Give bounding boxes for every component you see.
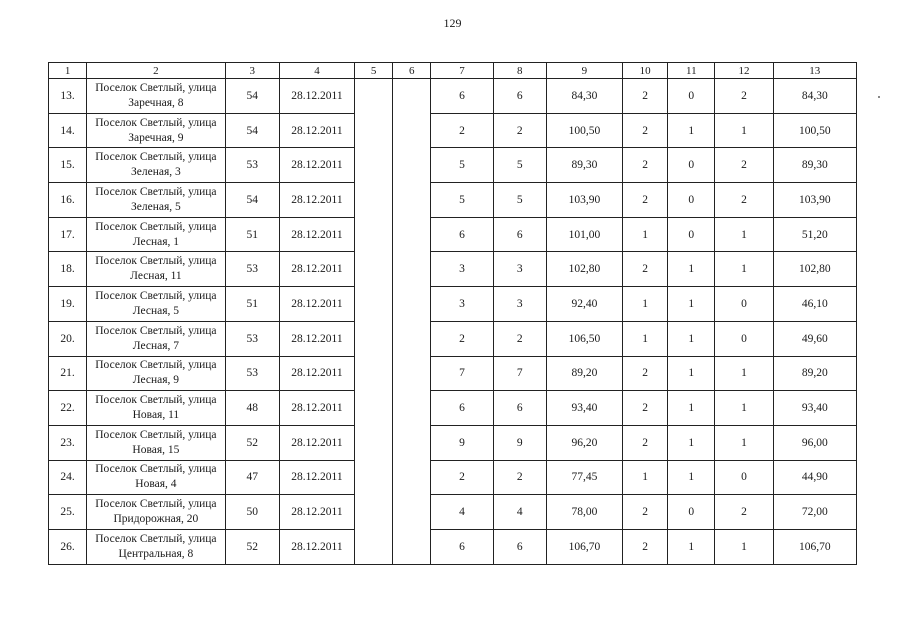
col13-cell: 46,10 (773, 287, 856, 322)
col10-cell: 1 (623, 321, 668, 356)
empty-col6-cell (393, 183, 431, 218)
col7-cell: 4 (431, 495, 493, 530)
column-header: 12 (715, 63, 773, 79)
address-line-1: Поселок Светлый, улица (95, 498, 217, 511)
address-cell (87, 529, 226, 564)
table-row (49, 252, 857, 287)
column-header: 8 (493, 63, 546, 79)
empty-col5-cell (355, 252, 393, 287)
date-cell: 28.12.2011 (279, 321, 354, 356)
col10-cell: 2 (623, 495, 668, 530)
col11-cell: 1 (668, 460, 715, 495)
table-row (49, 217, 857, 252)
column-header: 3 (225, 63, 279, 79)
col7-cell: 6 (431, 529, 493, 564)
col8-cell: 6 (493, 217, 546, 252)
col11-cell: 0 (668, 79, 715, 114)
housing-table (48, 62, 857, 565)
col13-cell: 51,20 (773, 217, 856, 252)
address-cell (87, 425, 226, 460)
col9-cell: 96,20 (546, 425, 622, 460)
empty-col5-cell (355, 148, 393, 183)
row-number-cell: 25. (49, 495, 87, 530)
table-body (49, 79, 857, 565)
empty-col5-cell (355, 79, 393, 114)
col13-cell: 102,80 (773, 252, 856, 287)
col13-cell: 106,70 (773, 529, 856, 564)
address-cell (87, 79, 226, 114)
col11-cell: 1 (668, 391, 715, 426)
col13-cell: 89,20 (773, 356, 856, 391)
col9-cell: 106,70 (546, 529, 622, 564)
empty-col6-cell (393, 495, 431, 530)
empty-col6-cell (393, 287, 431, 322)
address-line-2: Лесная, 1 (132, 235, 180, 248)
col8-cell: 5 (493, 183, 546, 218)
col7-cell: 2 (431, 113, 493, 148)
empty-col6-cell (393, 391, 431, 426)
empty-col5-cell (355, 217, 393, 252)
column-header: 7 (431, 63, 493, 79)
date-cell: 28.12.2011 (279, 529, 354, 564)
row-number-cell: 24. (49, 460, 87, 495)
col8-cell: 6 (493, 391, 546, 426)
empty-col6-cell (393, 321, 431, 356)
date-cell: 28.12.2011 (279, 217, 354, 252)
col8-cell: 6 (493, 529, 546, 564)
scan-speck (878, 96, 880, 98)
col13-cell: 72,00 (773, 495, 856, 530)
col13-cell: 100,50 (773, 113, 856, 148)
date-cell: 28.12.2011 (279, 495, 354, 530)
col9-cell: 100,50 (546, 113, 622, 148)
table-row (49, 425, 857, 460)
empty-col6-cell (393, 425, 431, 460)
table-row (49, 79, 857, 114)
row-number-cell: 17. (49, 217, 87, 252)
col11-cell: 0 (668, 217, 715, 252)
empty-col5-cell (355, 529, 393, 564)
col13-cell: 93,40 (773, 391, 856, 426)
date-cell: 28.12.2011 (279, 391, 354, 426)
col7-cell: 3 (431, 287, 493, 322)
col3-cell: 53 (225, 356, 279, 391)
col9-cell: 84,30 (546, 79, 622, 114)
col9-cell: 103,90 (546, 183, 622, 218)
col10-cell: 2 (623, 391, 668, 426)
col13-cell: 89,30 (773, 148, 856, 183)
table-row (49, 460, 857, 495)
col12-cell: 0 (715, 287, 773, 322)
col11-cell: 1 (668, 529, 715, 564)
col12-cell: 1 (715, 391, 773, 426)
date-cell: 28.12.2011 (279, 287, 354, 322)
table-row (49, 495, 857, 530)
col7-cell: 5 (431, 148, 493, 183)
column-header: 5 (355, 63, 393, 79)
address-line-2: Новая, 4 (135, 478, 177, 491)
column-header: 13 (773, 63, 856, 79)
col13-cell: 49,60 (773, 321, 856, 356)
address-line-1: Поселок Светлый, улица (95, 532, 217, 545)
col10-cell: 2 (623, 529, 668, 564)
col12-cell: 2 (715, 183, 773, 218)
col10-cell: 2 (623, 252, 668, 287)
col13-cell: 44,90 (773, 460, 856, 495)
col13-cell: 103,90 (773, 183, 856, 218)
row-number-cell: 21. (49, 356, 87, 391)
col12-cell: 0 (715, 321, 773, 356)
row-number-cell: 20. (49, 321, 87, 356)
col9-cell: 78,00 (546, 495, 622, 530)
col12-cell: 1 (715, 113, 773, 148)
col7-cell: 6 (431, 391, 493, 426)
col10-cell: 2 (623, 356, 668, 391)
col7-cell: 3 (431, 252, 493, 287)
col7-cell: 2 (431, 321, 493, 356)
table-row (49, 391, 857, 426)
row-number-cell: 13. (49, 79, 87, 114)
address-line-1: Поселок Светлый, улица (95, 463, 217, 476)
address-line-1: Поселок Светлый, улица (95, 220, 217, 233)
empty-col5-cell (355, 460, 393, 495)
col8-cell: 3 (493, 287, 546, 322)
col3-cell: 53 (225, 252, 279, 287)
page-number: 129 (443, 16, 462, 30)
address-cell (87, 183, 226, 218)
address-line-2: Лесная, 7 (132, 339, 180, 352)
address-line-1: Поселок Светлый, улица (95, 394, 217, 407)
row-number-cell: 19. (49, 287, 87, 322)
col11-cell: 0 (668, 183, 715, 218)
col8-cell: 2 (493, 113, 546, 148)
col8-cell: 6 (493, 79, 546, 114)
col3-cell: 54 (225, 183, 279, 218)
address-line-1: Поселок Светлый, улица (95, 255, 217, 268)
table-row (49, 529, 857, 564)
col12-cell: 1 (715, 529, 773, 564)
col12-cell: 0 (715, 460, 773, 495)
address-cell (87, 252, 226, 287)
col10-cell: 1 (623, 460, 668, 495)
row-number-cell: 23. (49, 425, 87, 460)
col12-cell: 1 (715, 356, 773, 391)
col3-cell: 54 (225, 113, 279, 148)
empty-col5-cell (355, 495, 393, 530)
empty-col6-cell (393, 460, 431, 495)
col8-cell: 7 (493, 356, 546, 391)
col10-cell: 2 (623, 183, 668, 218)
col13-cell: 96,00 (773, 425, 856, 460)
address-line-1: Поселок Светлый, улица (95, 324, 217, 337)
col3-cell: 48 (225, 391, 279, 426)
column-header: 1 (49, 63, 87, 79)
address-line-1: Поселок Светлый, улица (95, 185, 217, 198)
row-number-cell: 18. (49, 252, 87, 287)
address-line-2: Зеленая, 5 (131, 200, 181, 213)
col10-cell: 1 (623, 287, 668, 322)
empty-col6-cell (393, 356, 431, 391)
col10-cell: 2 (623, 425, 668, 460)
address-cell (87, 356, 226, 391)
col11-cell: 1 (668, 287, 715, 322)
table-row (49, 321, 857, 356)
col3-cell: 50 (225, 495, 279, 530)
date-cell: 28.12.2011 (279, 252, 354, 287)
address-line-2: Лесная, 5 (132, 304, 180, 317)
col7-cell: 9 (431, 425, 493, 460)
col11-cell: 1 (668, 321, 715, 356)
empty-col6-cell (393, 148, 431, 183)
col8-cell: 9 (493, 425, 546, 460)
row-number-cell: 15. (49, 148, 87, 183)
col3-cell: 53 (225, 148, 279, 183)
address-cell (87, 148, 226, 183)
empty-col6-cell (393, 529, 431, 564)
row-number-cell: 14. (49, 113, 87, 148)
col10-cell: 1 (623, 217, 668, 252)
col9-cell: 101,00 (546, 217, 622, 252)
col11-cell: 1 (668, 113, 715, 148)
col11-cell: 1 (668, 425, 715, 460)
address-cell (87, 113, 226, 148)
address-cell (87, 287, 226, 322)
col9-cell: 92,40 (546, 287, 622, 322)
col7-cell: 5 (431, 183, 493, 218)
col3-cell: 47 (225, 460, 279, 495)
address-cell (87, 321, 226, 356)
column-header: 11 (668, 63, 715, 79)
col7-cell: 7 (431, 356, 493, 391)
address-line-2: Придорожная, 20 (113, 513, 199, 526)
empty-col5-cell (355, 425, 393, 460)
col10-cell: 2 (623, 79, 668, 114)
table-row (49, 113, 857, 148)
address-line-2: Заречная, 8 (128, 96, 184, 109)
date-cell: 28.12.2011 (279, 113, 354, 148)
col3-cell: 54 (225, 79, 279, 114)
col12-cell: 1 (715, 425, 773, 460)
empty-col6-cell (393, 113, 431, 148)
col9-cell: 77,45 (546, 460, 622, 495)
address-line-2: Новая, 11 (132, 409, 180, 422)
empty-col5-cell (355, 391, 393, 426)
column-header: 6 (393, 63, 431, 79)
address-line-2: Центральная, 8 (118, 547, 194, 560)
address-line-2: Зеленая, 3 (131, 166, 181, 179)
address-cell (87, 217, 226, 252)
date-cell: 28.12.2011 (279, 183, 354, 218)
address-line-1: Поселок Светлый, улица (95, 359, 217, 372)
col11-cell: 0 (668, 495, 715, 530)
col9-cell: 102,80 (546, 252, 622, 287)
address-line-1: Поселок Светлый, улица (95, 289, 217, 302)
col10-cell: 2 (623, 148, 668, 183)
col12-cell: 1 (715, 252, 773, 287)
col12-cell: 1 (715, 217, 773, 252)
empty-col5-cell (355, 321, 393, 356)
row-number-cell: 22. (49, 391, 87, 426)
date-cell: 28.12.2011 (279, 425, 354, 460)
address-line-1: Поселок Светлый, улица (95, 151, 217, 164)
address-line-2: Лесная, 9 (132, 374, 180, 387)
col8-cell: 2 (493, 460, 546, 495)
address-line-2: Новая, 15 (132, 443, 180, 456)
address-line-1: Поселок Светлый, улица (95, 81, 217, 94)
date-cell: 28.12.2011 (279, 79, 354, 114)
col9-cell: 93,40 (546, 391, 622, 426)
date-cell: 28.12.2011 (279, 356, 354, 391)
address-line-2: Заречная, 9 (128, 131, 184, 144)
column-header: 10 (623, 63, 668, 79)
empty-col6-cell (393, 252, 431, 287)
empty-col5-cell (355, 356, 393, 391)
col8-cell: 4 (493, 495, 546, 530)
date-cell: 28.12.2011 (279, 460, 354, 495)
empty-col5-cell (355, 113, 393, 148)
col3-cell: 52 (225, 529, 279, 564)
col12-cell: 2 (715, 495, 773, 530)
col11-cell: 0 (668, 148, 715, 183)
col3-cell: 53 (225, 321, 279, 356)
col3-cell: 52 (225, 425, 279, 460)
col13-cell: 84,30 (773, 79, 856, 114)
table-row (49, 287, 857, 322)
empty-col5-cell (355, 287, 393, 322)
col11-cell: 1 (668, 252, 715, 287)
col7-cell: 6 (431, 79, 493, 114)
col7-cell: 2 (431, 460, 493, 495)
address-cell (87, 460, 226, 495)
table-row (49, 183, 857, 218)
address-cell (87, 391, 226, 426)
address-line-2: Лесная, 11 (130, 270, 182, 283)
empty-col5-cell (355, 183, 393, 218)
column-header: 9 (546, 63, 622, 79)
col12-cell: 2 (715, 79, 773, 114)
col3-cell: 51 (225, 217, 279, 252)
col11-cell: 1 (668, 356, 715, 391)
col12-cell: 2 (715, 148, 773, 183)
address-line-1: Поселок Светлый, улица (95, 116, 217, 129)
empty-col6-cell (393, 79, 431, 114)
table-row (49, 148, 857, 183)
header-row (49, 63, 857, 79)
column-header: 4 (279, 63, 354, 79)
col9-cell: 89,20 (546, 356, 622, 391)
col7-cell: 6 (431, 217, 493, 252)
address-line-1: Поселок Светлый, улица (95, 428, 217, 441)
address-cell (87, 495, 226, 530)
row-number-cell: 26. (49, 529, 87, 564)
col9-cell: 89,30 (546, 148, 622, 183)
col10-cell: 2 (623, 113, 668, 148)
col9-cell: 106,50 (546, 321, 622, 356)
col8-cell: 2 (493, 321, 546, 356)
column-header: 2 (87, 63, 226, 79)
row-number-cell: 16. (49, 183, 87, 218)
col8-cell: 5 (493, 148, 546, 183)
date-cell: 28.12.2011 (279, 148, 354, 183)
empty-col6-cell (393, 217, 431, 252)
table-row (49, 356, 857, 391)
col3-cell: 51 (225, 287, 279, 322)
col8-cell: 3 (493, 252, 546, 287)
